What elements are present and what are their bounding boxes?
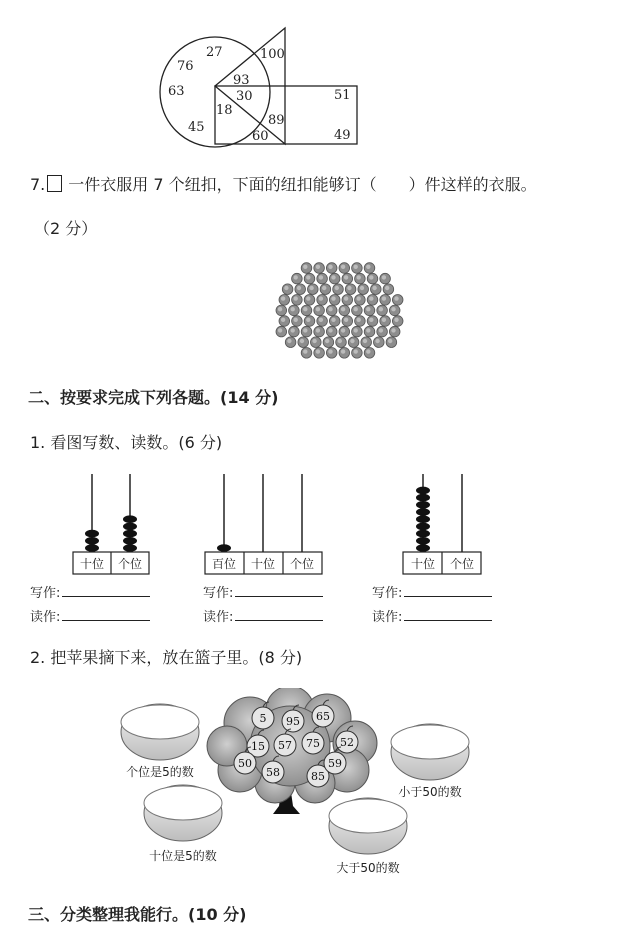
- apple-number: 65: [316, 710, 330, 723]
- button-item: [392, 316, 403, 327]
- figure-number: 89: [268, 113, 285, 128]
- figure-number: 45: [188, 120, 205, 135]
- button-item: [301, 305, 312, 316]
- button-item: [329, 273, 340, 284]
- abacus-bead: [416, 515, 430, 523]
- missing-glyph-box: [47, 175, 62, 192]
- button-item: [289, 326, 300, 337]
- button-item: [317, 295, 328, 306]
- button-item: [326, 263, 337, 274]
- apple-tree-figure: [115, 688, 495, 883]
- figure-number: 30: [236, 89, 253, 104]
- place-label: 十位: [79, 557, 105, 571]
- button-item: [292, 273, 303, 284]
- buttons-cluster: [258, 260, 418, 360]
- button-item: [377, 305, 388, 316]
- apple-number: 52: [340, 736, 354, 749]
- place-label: 个位: [117, 557, 143, 571]
- read-field-1[interactable]: 读作:: [30, 606, 150, 625]
- abacus-3: [400, 472, 490, 577]
- abacus-bead: [123, 523, 137, 531]
- abacus-bead: [416, 544, 430, 552]
- button-item: [339, 305, 350, 316]
- abacus-bead: [123, 537, 137, 545]
- question-number: 7.: [30, 175, 46, 194]
- button-item: [342, 273, 353, 284]
- button-item: [314, 263, 325, 274]
- section-3-heading: 三、分类整理我能行。(10 分): [28, 905, 247, 924]
- figure-number: 51: [334, 88, 351, 103]
- button-item: [304, 295, 315, 306]
- button-item: [352, 263, 363, 274]
- button-item: [295, 284, 306, 295]
- button-item: [304, 273, 315, 284]
- button-item: [314, 326, 325, 337]
- figure-number: 60: [252, 129, 269, 144]
- basket-label: 大于50的数: [336, 861, 400, 875]
- place-label: 十位: [410, 557, 436, 571]
- section-2-heading: 二、按要求完成下列各题。(14 分): [28, 388, 279, 407]
- button-item: [389, 326, 400, 337]
- place-label: 十位: [250, 557, 276, 571]
- figure-number: 63: [168, 84, 185, 99]
- read-field-3[interactable]: 读作:: [372, 606, 492, 625]
- button-item: [367, 295, 378, 306]
- button-item: [355, 295, 366, 306]
- apple-number: 85: [311, 770, 325, 783]
- button-item: [377, 326, 388, 337]
- abacus-bead: [85, 544, 99, 552]
- button-item: [389, 305, 400, 316]
- basket-ones-digit-5[interactable]: [121, 704, 199, 779]
- button-item: [352, 348, 363, 359]
- button-item: [279, 316, 290, 327]
- button-item: [314, 305, 325, 316]
- button-item: [317, 316, 328, 327]
- button-item: [282, 284, 293, 295]
- button-item: [292, 295, 303, 306]
- button-item: [352, 326, 363, 337]
- button-item: [301, 326, 312, 337]
- abacus-bead: [416, 508, 430, 516]
- abacus-bead: [416, 530, 430, 538]
- apple-number: 57: [278, 739, 292, 752]
- question-7-text: 一件衣服用 7 个纽扣，下面的纽扣能够订（ ）件这样的衣服。: [68, 175, 537, 194]
- button-item: [364, 326, 375, 337]
- figure-number: 27: [206, 45, 223, 60]
- button-item: [329, 295, 340, 306]
- apple-number: 50: [238, 757, 252, 770]
- apple-number: 5: [259, 712, 267, 725]
- basket-label: 小于50的数: [398, 785, 462, 799]
- abacus-bead: [123, 544, 137, 552]
- button-item: [326, 348, 337, 359]
- button-item: [355, 273, 366, 284]
- abacus-bead: [416, 494, 430, 502]
- basket-less-than-50[interactable]: [391, 724, 469, 799]
- button-item: [383, 284, 394, 295]
- apple-number: 95: [286, 715, 300, 728]
- button-item: [345, 284, 356, 295]
- apple-number: 59: [328, 757, 342, 770]
- button-item: [380, 273, 391, 284]
- button-item: [364, 348, 375, 359]
- button-item: [304, 316, 315, 327]
- abacus-bead: [123, 515, 137, 523]
- button-item: [279, 295, 290, 306]
- button-item: [276, 305, 287, 316]
- button-item: [323, 337, 334, 348]
- button-item: [311, 337, 322, 348]
- button-item: [380, 295, 391, 306]
- button-item: [358, 284, 369, 295]
- abacus-bead: [85, 530, 99, 538]
- button-item: [308, 284, 319, 295]
- figure-number: 100: [260, 47, 285, 62]
- button-item: [276, 326, 287, 337]
- abacus-bead: [217, 544, 231, 552]
- button-item: [342, 295, 353, 306]
- button-item: [355, 316, 366, 327]
- button-item: [301, 348, 312, 359]
- button-item: [348, 337, 359, 348]
- basket-greater-than-50[interactable]: [329, 798, 407, 875]
- figure-number: 49: [334, 128, 351, 143]
- button-item: [333, 284, 344, 295]
- abacus-bead: [416, 537, 430, 545]
- button-item: [392, 295, 403, 306]
- shapes-figure: [150, 22, 380, 152]
- basket-label: 个位是5的数: [126, 765, 194, 779]
- abacus-bead: [85, 537, 99, 545]
- button-item: [326, 326, 337, 337]
- button-item: [361, 337, 372, 348]
- read-field-2[interactable]: 读作:: [203, 606, 323, 625]
- write-field-1[interactable]: 写作:: [30, 582, 150, 601]
- abacus-bead: [123, 530, 137, 538]
- button-item: [364, 305, 375, 316]
- button-item: [314, 348, 325, 359]
- button-item: [364, 263, 375, 274]
- basket-tens-digit-5[interactable]: [144, 785, 222, 863]
- button-item: [339, 263, 350, 274]
- basket-label: 十位是5的数: [149, 849, 217, 863]
- place-label: 个位: [289, 557, 315, 571]
- button-item: [367, 316, 378, 327]
- button-item: [386, 337, 397, 348]
- button-item: [339, 326, 350, 337]
- question-2-1: 1. 看图写数、读数。(6 分): [30, 433, 223, 452]
- button-item: [329, 316, 340, 327]
- button-item: [342, 316, 353, 327]
- figure-number: 76: [177, 59, 194, 74]
- button-item: [301, 263, 312, 274]
- apple-number: 58: [266, 766, 280, 779]
- question-7: [30, 172, 537, 195]
- button-item: [339, 348, 350, 359]
- button-item: [367, 273, 378, 284]
- button-item: [289, 305, 300, 316]
- write-field-2[interactable]: 写作:: [203, 582, 323, 601]
- abacus-bead: [416, 523, 430, 531]
- apple-number: 15: [251, 740, 265, 753]
- figure-number: 93: [233, 73, 250, 88]
- button-item: [320, 284, 331, 295]
- button-item: [285, 337, 296, 348]
- place-label: 百位: [211, 557, 237, 571]
- question-2-2: 2. 把苹果摘下来，放在篮子里。(8 分): [30, 648, 303, 667]
- button-item: [326, 305, 337, 316]
- abacus-2: [200, 472, 330, 577]
- button-item: [380, 316, 391, 327]
- button-item: [374, 337, 385, 348]
- abacus-bead: [416, 501, 430, 509]
- abacus-1: [70, 472, 160, 577]
- button-item: [298, 337, 309, 348]
- button-item: [336, 337, 347, 348]
- button-item: [292, 316, 303, 327]
- button-item: [317, 273, 328, 284]
- abacus-bead: [416, 487, 430, 495]
- figure-number: 18: [216, 103, 233, 118]
- button-item: [371, 284, 382, 295]
- question-7-score: （2 分）: [34, 219, 98, 238]
- write-field-3[interactable]: 写作:: [372, 582, 492, 601]
- apple-number: 75: [306, 737, 320, 750]
- button-item: [352, 305, 363, 316]
- place-label: 个位: [449, 557, 475, 571]
